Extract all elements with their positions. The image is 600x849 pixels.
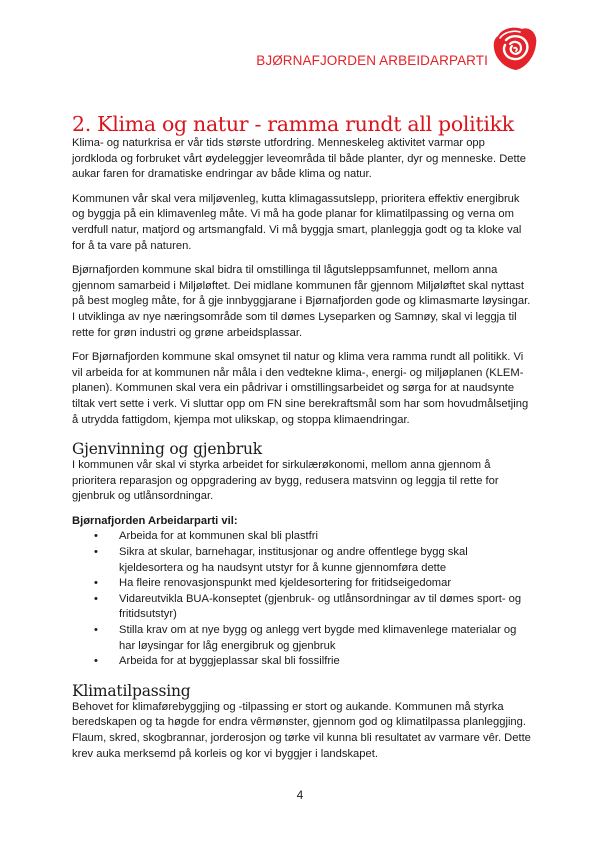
recycling-heading: Gjenvinning og gjenbruk xyxy=(72,440,262,459)
paragraph-framework: For Bjørnafjorden kommune skal omsynet til natur og klima vera ramma rundt all politikk. Vi vil arbeida for at kommunen når måla i den vedtekne klima-, energi- og miljøplanen (KLEM-planen). Kommunen skal vera ein pådrivar i omstillingsarbeidet og sørga for at naudsynte tiltak vert sette i verk. Vi sluttar opp om FN sine berekraftsmål som har som hovudmålsetjing å utrydda fattigdom, kjempa mot ulikskap, og stoppa klimaendringar. xyxy=(72,351,529,426)
adaptation-paragraph: Behovet for klimaførebyggjing og -tilpassing er stort og aukande. Kommunen må styrka beredskapen og ta høgde for endra vêrmønster, gjennom god og klimatilpassa planleggjing. Flaum, skred, skogbrannar, jorderosjon og tørke vil kunna bli resultatet av varmare vêr. Dette krev auka merksemd på korleis og kor vi byggjer i landskapet. xyxy=(72,700,531,760)
paragraph-municipality: Kommunen vår skal vera miljøvenleg, kutta klimagassutslepp, prioritera effektiv energibruk og byggja på ein klimavenleg måte. Vi må ha gode planar for klimatilpassing og verna om verdfull natur, matjord og artsmangfald. Vi må byggja smart, planleggja godt og ta kloke val for å ta vare på naturen. xyxy=(72,192,522,252)
recycling-list xyxy=(72,529,532,669)
list-item: • Arbeida for at byggjeplassar skal bli fossilfrie xyxy=(72,654,532,670)
bullet-icon: • xyxy=(94,655,98,668)
list-item: • Ha fleire renovasjonspunkt med kjeldesortering for fritidseigedomar xyxy=(72,576,532,592)
red-rose-logo-icon xyxy=(492,26,538,72)
adaptation-heading: Klimatilpassing xyxy=(72,681,191,700)
bullet-icon: • xyxy=(94,530,98,543)
page-header xyxy=(256,26,538,72)
list-label: Bjørnafjorden Arbeidarparti vil: xyxy=(72,514,238,527)
list-item: • Vidareutvikla BUA-konseptet (gjenbruk- og utlånsordningar av til dømes sport- og fritidsutstyr) xyxy=(94,592,522,621)
paragraph-low-emission: Bjørnafjorden kommune skal bidra til omstillinga til lågutsleppsamfunnet, mellom anna gjennom samarbeid i Miljøløftet. Dei midlane kommunen får gjennom Miljøløftet skal nyttast på best mogleg måte, for å gje innbyggjarane i Bjørnafjorden gode og klimasmarte løysingar. I utviklinga av nye næringsområde som til dømes Lyseparken og Samnøy, skal vi leggja til rette for grøn industri og grøne arbeidsplassar. xyxy=(72,264,531,339)
section-title: 2. Klima og natur - ramma rundt all politikk xyxy=(72,112,514,136)
document-body xyxy=(72,112,532,762)
bullet-icon: • xyxy=(94,592,98,605)
bullet-icon: • xyxy=(94,546,98,559)
list-item: • Sikra at skular, barnehagar, institusjonar og andre offentlege bygg skal kjeldesortera og ha naudsynt utstyr for å kunne gjennomføra dette xyxy=(94,546,468,574)
intro-paragraph: Klima- og naturkrisa er vår tids største utfordring. Menneskeleg aktivitet varmar opp jordkloda og forbruket vårt øydeleggjer leveområda til både planter, dyr og menneske. Dette aukar faren for dramatiske endringar av både klima og natur. xyxy=(72,137,526,181)
page-number: 4 xyxy=(296,788,304,802)
bullet-icon: • xyxy=(94,624,98,637)
list-item: • Stilla krav om at nye bygg og anlegg vert bygde med klimavenlege materialar og har løysingar for låg energibruk og gjenbruk xyxy=(94,624,517,652)
list-item: • Arbeida for at kommunen skal bli plastfri xyxy=(72,529,532,545)
bullet-icon: • xyxy=(94,577,98,590)
organization-name: BJØRNAFJORDEN ARBEIDARPARTI xyxy=(256,53,488,68)
recycling-paragraph: I kommunen vår skal vi styrka arbeidet for sirkulærøkonomi, mellom anna gjennom å prioritera reparasjon og oppgradering av bygg, redusera matsvinn og leggja til rette for gjenbruk og utlånsordningar. xyxy=(72,459,499,503)
